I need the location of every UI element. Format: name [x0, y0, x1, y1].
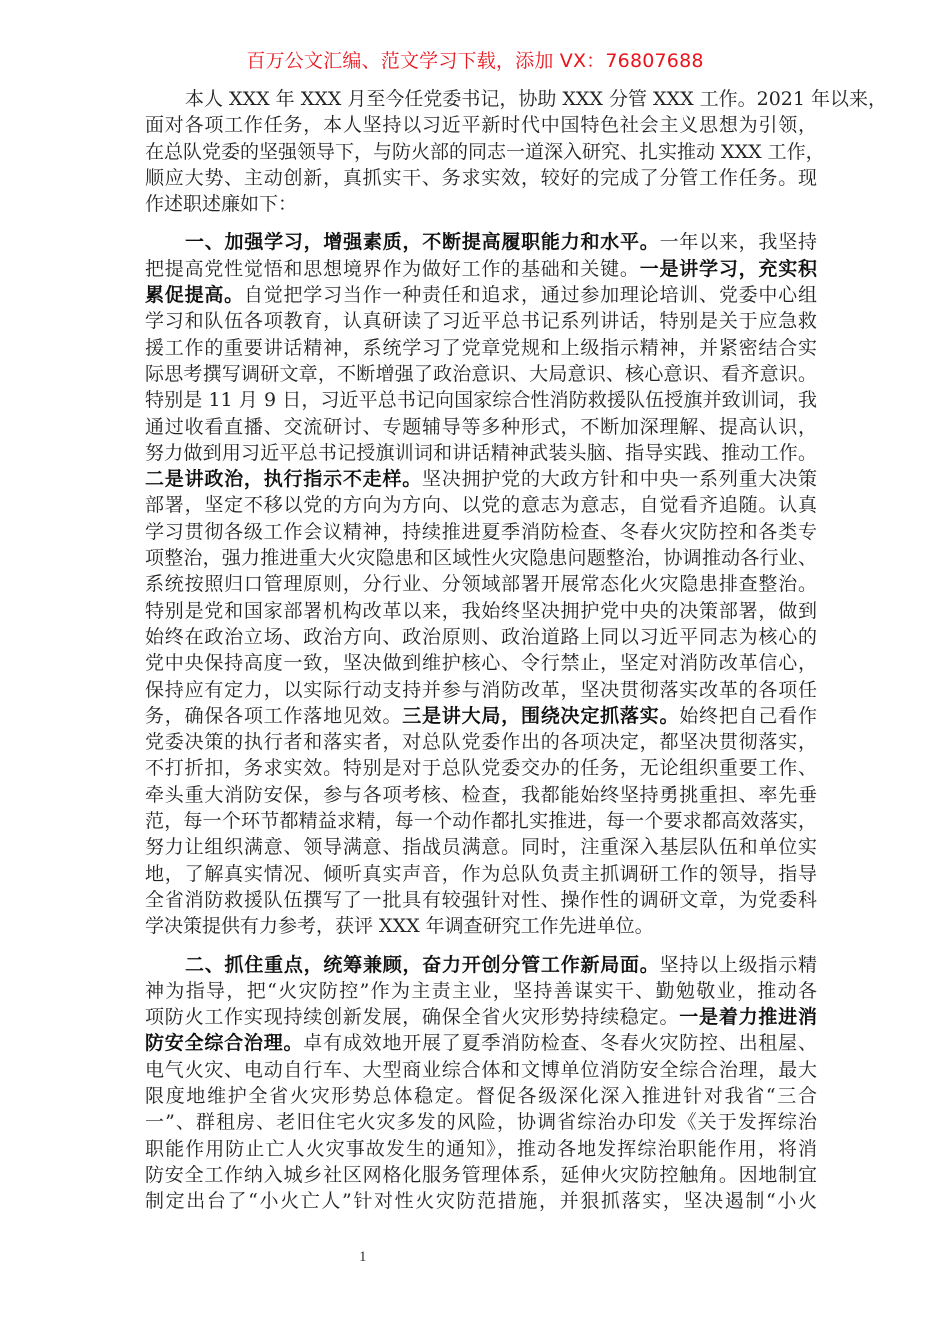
body-text: 地，了解真实情况、倾听真实声音，作为总队负责主抓调研工作的领导，指导	[145, 862, 817, 885]
paragraph	[145, 229, 817, 939]
body-text: 一”、群租房、老旧住宅火灾多发的风险，协调省综治办印发《关于发挥综治	[145, 1111, 817, 1134]
text-line	[145, 545, 817, 571]
paragraph	[145, 86, 888, 217]
text-line	[145, 1057, 817, 1083]
body-text: 面对各项工作任务，本人坚持以习近平新时代中国特色社会主义思想为引领，	[145, 114, 817, 137]
text-line	[145, 1083, 817, 1109]
body-text: 全省消防救援队伍撰写了一批具有较强针对性、操作性的调研文章，为党委科	[145, 888, 817, 911]
text-line	[145, 308, 817, 334]
text-line	[145, 414, 817, 440]
body-text: 保持应有定力，以实际行动支持并参与消防改革，坚决贯彻落实改革的各项任	[145, 678, 817, 701]
body-text: 牵头重大消防安保，参与各项考核、检查，我都能始终坚持勇挑重担、率先垂	[145, 783, 817, 806]
body-text: 自觉把学习当作一种责任和追求，通过参加理论培训、党委中心组	[243, 284, 817, 307]
body-text: 限度地维护全省火灾形势总体稳定。督促各级深化深入推进针对我省“三合	[145, 1084, 817, 1107]
text-line	[145, 112, 817, 138]
watermark-banner: 百万公文汇编、范文学习下载，添加 VX：76807688	[246, 50, 704, 72]
text-line	[145, 703, 817, 729]
body-text: 务，确保各项工作落地见效。	[145, 704, 403, 727]
bold-heading-text: 三是讲大局，围绕决定抓落实。	[402, 704, 680, 727]
text-line	[145, 440, 817, 466]
body-text: 职能作用防止亡人火灾事故发生的通知》，推动各地发挥综治职能作用，将消	[145, 1137, 817, 1160]
text-line	[145, 729, 817, 755]
body-text: 卓有成效地开展了夏季消防检查、冬春火灾防控、出租屋、	[303, 1032, 817, 1055]
body-text: 作述职述廉如下：	[145, 193, 298, 216]
text-line	[145, 755, 817, 781]
body-text: 学习和队伍各项教育，认真研读了习近平总书记系列讲话，特别是关于应急救	[145, 310, 817, 333]
body-text: 努力做到用习近平总书记授旗训词和讲话精神武装头脑、指导实践、推动工作。	[145, 441, 817, 464]
bold-heading-text: 一、加强学习，增强素质，不断提高履职能力和水平。	[185, 231, 660, 254]
text-line	[145, 1188, 817, 1214]
body-text: 顺应大势、主动创新，真抓实干、务求实效，较好的完成了分管工作任务。现	[145, 166, 817, 189]
body-text: 把提高党性觉悟和思想境界作为做好工作的基础和关键。	[145, 257, 640, 280]
body-text: 学决策提供有力参考，获评 XXX 年调查研究工作先进单位。	[145, 915, 654, 938]
body-text: 神为指导，把“火灾防控”作为主责主业，坚持善谋实干、勤勉敬业，推动各	[145, 979, 817, 1002]
text-line	[145, 978, 817, 1004]
text-line	[145, 1109, 817, 1135]
text-line	[145, 492, 817, 518]
text-line	[145, 952, 817, 978]
text-line	[145, 256, 817, 282]
text-line	[145, 282, 817, 308]
text-line	[145, 519, 817, 545]
body-text: 系统按照归口管理原则，分行业、分领域部署开展常态化火灾隐患排查整治。	[145, 573, 817, 596]
body-text: 项防火工作实现持续创新发展，确保全省火灾形势持续稳定。	[145, 1006, 680, 1029]
bold-heading-text: 二是讲政治，执行指示不走样。	[145, 468, 423, 491]
text-line	[145, 86, 888, 112]
text-line	[145, 229, 817, 255]
body-text: 特别是 11 月 9 日，习近平总书记向国家综合性消防救援队伍授旗并致训词，我	[145, 389, 817, 412]
text-line	[145, 466, 817, 492]
bold-heading-text: 累促提高。	[145, 284, 244, 307]
text-line	[145, 782, 817, 808]
body-text: 项整治，强力推进重大火灾隐患和区域性火灾隐患问题整治，协调推动各行业、	[145, 547, 817, 570]
body-text: 际思考撰写调研文章，不断增强了政治意识、大局意识、核心意识、看齐意识。	[145, 362, 817, 385]
text-line	[145, 834, 817, 860]
text-line	[145, 191, 817, 217]
text-line	[145, 139, 825, 165]
text-line	[145, 165, 817, 191]
body-text: 制定出台了“小火亡人”针对性火灾防范措施，并狠抓落实，坚决遏制“小火	[145, 1190, 817, 1213]
body-text: 本人 XXX 年 XXX 月至今任党委书记，协助 XXX 分管 XXX 工作。2021 年以来，	[185, 88, 888, 110]
page-number: 1	[359, 1249, 367, 1265]
body-text: 援工作的重要讲话精神，系统学习了党章党规和上级指示精神，并紧密结合实	[145, 336, 817, 359]
paragraph	[145, 952, 817, 1215]
text-line	[145, 1030, 817, 1056]
bold-heading-text: 防安全综合治理。	[145, 1032, 304, 1055]
body-text: 学习贯彻各级工作会议精神，持续推进夏季消防检查、冬春火灾防控和各类专	[145, 520, 817, 543]
bold-heading-text: 二、抓住重点，统筹兼顾，奋力开创分管工作新局面。	[185, 953, 660, 976]
document-body	[145, 86, 888, 1226]
body-text: 坚决拥护党的大政方针和中央一系列重大决策	[422, 468, 817, 491]
body-text: 部署，坚定不移以党的方向为方向、以党的意志为意志，自觉看齐追随。认真	[145, 494, 817, 517]
body-text: 通过收看直播、交流研讨、专题辅导等多种形式，不断加深理解、提高认识，	[145, 415, 817, 438]
body-text: 范，每一个环节都精益求精，每一个动作都扎实推进，每一个要求都高效落实，	[145, 810, 817, 833]
body-text: 防安全工作纳入城乡社区网格化服务管理体系，延伸火灾防控触角。因地制宜	[145, 1163, 817, 1186]
bold-heading-text: 一是讲学习，充实积	[639, 257, 817, 280]
bold-heading-text: 一是着力推进消	[679, 1006, 817, 1029]
text-line	[145, 887, 817, 913]
body-text: 始终把自己看作	[679, 704, 817, 727]
body-text: 在总队党委的坚强领导下，与防火部的同志一道深入研究、扎实推动 XXX 工作，	[145, 140, 825, 163]
text-line	[145, 677, 817, 703]
body-text: 努力让组织满意、领导满意、指战员满意。同时，注重深入基层队伍和单位实	[145, 836, 817, 859]
text-line	[145, 913, 817, 939]
body-text: 坚持以上级指示精	[659, 953, 817, 976]
text-line	[145, 387, 817, 413]
text-line	[145, 1136, 817, 1162]
text-line	[145, 571, 817, 597]
text-line	[145, 624, 817, 650]
body-text: 不打折扣，务求实效。特别是对于总队党委交办的任务，无论组织重要工作、	[145, 757, 817, 780]
text-line	[145, 1004, 817, 1030]
body-text: 特别是党和国家部署机构改革以来，我始终坚决拥护党中央的决策部署，做到	[145, 599, 817, 622]
body-text: 一年以来，我坚持	[659, 231, 817, 254]
text-line	[145, 1162, 817, 1188]
text-line	[145, 808, 817, 834]
text-line	[145, 861, 817, 887]
body-text: 电气火灾、电动自行车、大型商业综合体和文博单位消防安全综合治理，最大	[145, 1058, 817, 1081]
text-line	[145, 361, 817, 387]
text-line	[145, 598, 817, 624]
text-line	[145, 650, 817, 676]
body-text: 党委决策的执行者和落实者，对总队党委作出的各项决定，都坚决贯彻落实，	[145, 731, 817, 754]
text-line	[145, 335, 817, 361]
body-text: 始终在政治立场、政治方向、政治原则、政治道路上同以习近平同志为核心的	[145, 625, 817, 648]
body-text: 党中央保持高度一致，坚决做到维护核心、令行禁止，坚定对消防改革信心，	[145, 652, 817, 675]
